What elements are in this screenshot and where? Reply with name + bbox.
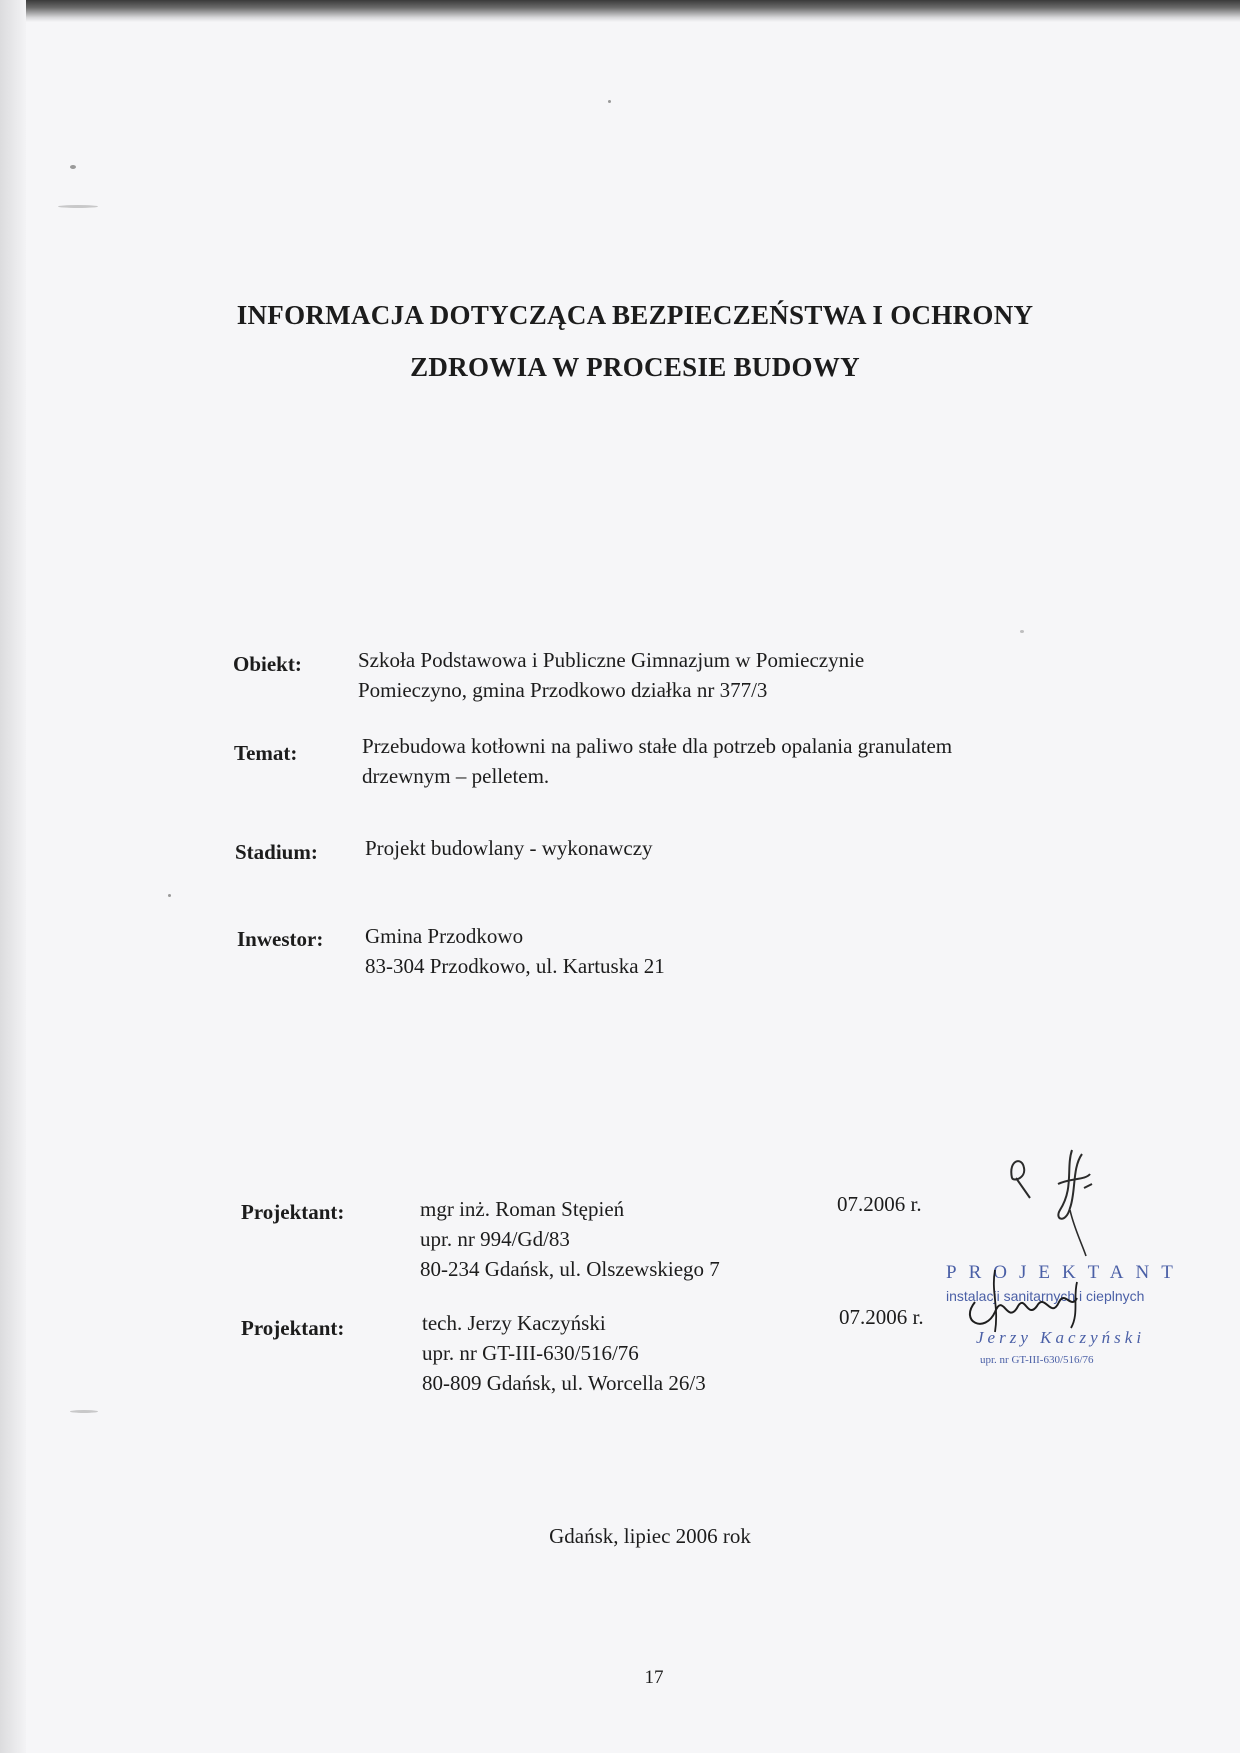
inwestor-line-1: Gmina Przodkowo [365, 924, 524, 948]
page-number: 17 [644, 1667, 664, 1688]
temat-value [362, 731, 952, 791]
inwestor-line-2: 83-304 Przodkowo, ul. Kartuska 21 [365, 954, 665, 978]
stadium-label: Stadium: [235, 840, 318, 864]
designer-2-details [422, 1308, 706, 1398]
scan-mark [168, 894, 171, 897]
stamp-subtitle: instalacji sanitarnych i cieplnych [946, 1288, 1145, 1304]
scan-mark [70, 165, 76, 169]
scan-top-edge [0, 0, 1240, 22]
stamp-title: PROJEKTANT [946, 1262, 1185, 1283]
stamp-name: Jerzy Kaczyński [976, 1328, 1146, 1347]
temat-line-1: Przebudowa kotłowni na paliwo stałe dla potrzeb opalania granulatem [362, 734, 953, 758]
designer-1-details [420, 1194, 720, 1284]
designer-2-address: 80-809 Gdańsk, ul. Worcella 26/3 [422, 1371, 706, 1395]
designer-1-license: upr. nr 994/Gd/83 [420, 1227, 570, 1251]
scan-left-edge [0, 0, 26, 1753]
place-and-date: Gdańsk, lipiec 2006 rok [549, 1524, 751, 1548]
stamp-license: upr. nr GT-III-630/516/76 [980, 1354, 1094, 1366]
designer-2-name: tech. Jerzy Kaczyński [422, 1311, 606, 1335]
scan-mark [1020, 630, 1024, 633]
scan-mark [58, 205, 98, 208]
designer-2-date: 07.2006 r. [839, 1305, 924, 1329]
obiekt-label: Obiekt: [233, 652, 302, 676]
designer-1-name: mgr inż. Roman Stępień [420, 1197, 625, 1221]
obiekt-line-1: Szkoła Podstawowa i Publiczne Gimnazjum w Pomieczynie [358, 648, 865, 672]
signature-2 [955, 1262, 1115, 1342]
designer-2-label: Projektant: [241, 1316, 345, 1340]
document-title-line-1: INFORMACJA DOTYCZĄCA BEZPIECZEŃSTWA I OCHRONY [236, 300, 1034, 330]
document-title-line-2: ZDROWIA W PROCESIE BUDOWY [410, 352, 860, 382]
scan-mark [608, 100, 611, 103]
obiekt-value [358, 645, 864, 705]
designer-2-license: upr. nr GT-III-630/516/76 [422, 1341, 639, 1365]
designer-1-label: Projektant: [241, 1200, 345, 1224]
designer-1-date: 07.2006 r. [837, 1192, 922, 1216]
designer-1-address: 80-234 Gdańsk, ul. Olszewskiego 7 [420, 1257, 720, 1281]
signature-1 [1000, 1148, 1110, 1258]
obiekt-line-2: Pomieczyno, gmina Przodkowo działka nr 377/3 [358, 678, 768, 702]
inwestor-value [365, 921, 665, 981]
temat-line-2: drzewnym – pelletem. [362, 764, 550, 788]
stadium-value: Projekt budowlany - wykonawczy [365, 836, 653, 860]
temat-label: Temat: [234, 741, 298, 765]
inwestor-label: Inwestor: [237, 927, 324, 951]
scan-mark [70, 1410, 98, 1413]
